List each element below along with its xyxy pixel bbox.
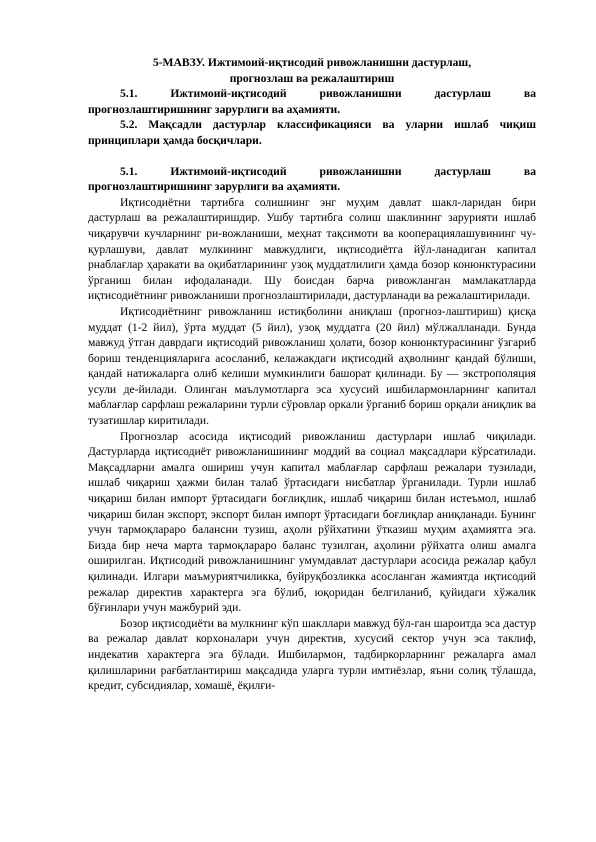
document-title xyxy=(88,55,536,86)
title-line-1: 5-МАВЗУ. Ижтимоий-иқтисодий ривожланишни дастурлаш, xyxy=(152,56,472,69)
paragraph-3: Прогнозлар асосида иқтисодий ривожланиш дастурлари ишлаб чиқилади. Дастурларда иқтисодиёт ривожланишининг моддий ва социал мақсадлари кўрсатилади. Мақсадларни амалга ошириш учун капитал маблағлар сарфлаш режалари тузилади, ишлаб чиқариш ҳажми билан талаб ўртасидаги нисбатлар ўрганилади. Турли ишлаб чиқариш билан импорт ўртасидаги боғлиқлик, ишлаб чиқариш билан истеъмол, ишлаб чиқариш билан экспорт, экспорт билан импорт ўртасидаги боғлиқлар аниқланади. Бунинг учун тармоқлараро балансни тузиш, аҳоли рўйхатини ўтказиш муҳим аҳамиятга эга. Бизда бир неча марта тармоқлараро баланс тузилган, аҳолини рўйхатга олиш амалга оширилган. Иқтисодий ривожланишнинг умумдавлат дастурлари асосида режалар қабул қилинади. Илгари маъмуриятчиликка, буйруқбозликка асосланган жамиятда иқтисодий режалар директив характерга эга бўлиб, юқоридан белгиланиб, қуйидаги хўжалик бўғинлари учун мажбурий эди. xyxy=(88,429,536,615)
paragraph-4: Бозор иқтисодиёти ва мулкнинг кўп шакллари мавжуд бўл-ган шароитда эса дастур ва режалар давлат корхоналари учун директив, хусусий сектор учун эса таклиф, индекатив характерга эга бўлади. Ишбилармон, тадбиркорларнинг режаларга амал қилишларини рағбатлантириш мақсадида уларга турли имтиёзлар, яъни солиқ тўлашда, кредит, субсидиялар, хомашё, ёқилғи- xyxy=(88,616,536,693)
toc-item-5-2: 5.2. Мақсадли дастурлар классификацияси ва уларни ишлаб чиқиш принциплари ҳамда босқичлари. xyxy=(88,118,536,147)
section-heading: 5.1. Ижтимоий-иқтисодий ривожланишни дастурлаш ва прогнозлаштиришнинг зарурлиги ва аҳамияти. xyxy=(88,164,536,194)
paragraph-2: Иқтисодиётнинг ривожланиш истиқболини аниқлаш (прогноз-лаштириш) қисқа муддат (1-2 йил), ўрта муддат (5 йил), узоқ муддатга (20 йил) мўлжалланади. Бунда мавжуд ўтган даврдаги иқтисодий ривожланиш ҳолати, бозор конюнктурасининг ўзгариб бориш тенденцияларига асосланиб, келажакдаги иқтисодий аҳволнинг қандай бўлиши, қандай натижаларга олиб келиши мумкинлиги башорат қилинади. Бу — экстрополяция усули де-йилади. Олинган маълумотларга эса хусусий ишбилармонларнинг капитал маблағлар сарфлаш режаларини турли сўровлар оркали ўрганиб бориш орқали аниқлик ва тузатишлар киритилади. xyxy=(88,304,536,428)
paragraph-1: Иқтисодиётни тартибга солишнинг энг муҳим давлат шакл-ларидан бири дастурлаш ва режалаштиришдир. Ушбу тартибга солиш шаклининг зарурияти ишлаб чиқарувчи кучларнинг ри-вожланиши, меҳнат тақсимоти ва кооперациялашувининг чу-қурлашуви, давлат мулкининг мавжудлиги, иқтисодиётга йўл-ланадиган капитал рнаблағлар ҳаракати ва оқибатларининг узоқ муддатлилиги ҳамда бозор конюнктурасини ўрганиш билан ифодаланади. Шу боисдан барча ривожланган мамлакатларда иқтисодиётнинг ривожланиши прогнозлаштирилади, дастурланади ва режалаштирилади. xyxy=(88,195,536,303)
spacer xyxy=(88,149,536,164)
toc-item-5-1: 5.1. Ижтимоий-иқтисодий ривожланишни дастурлаш ва прогнозлаштиришнинг зарурлиги ва аҳамияти. xyxy=(88,87,536,116)
title-line-2: прогнозлаш ва режалаштириш xyxy=(229,71,395,85)
